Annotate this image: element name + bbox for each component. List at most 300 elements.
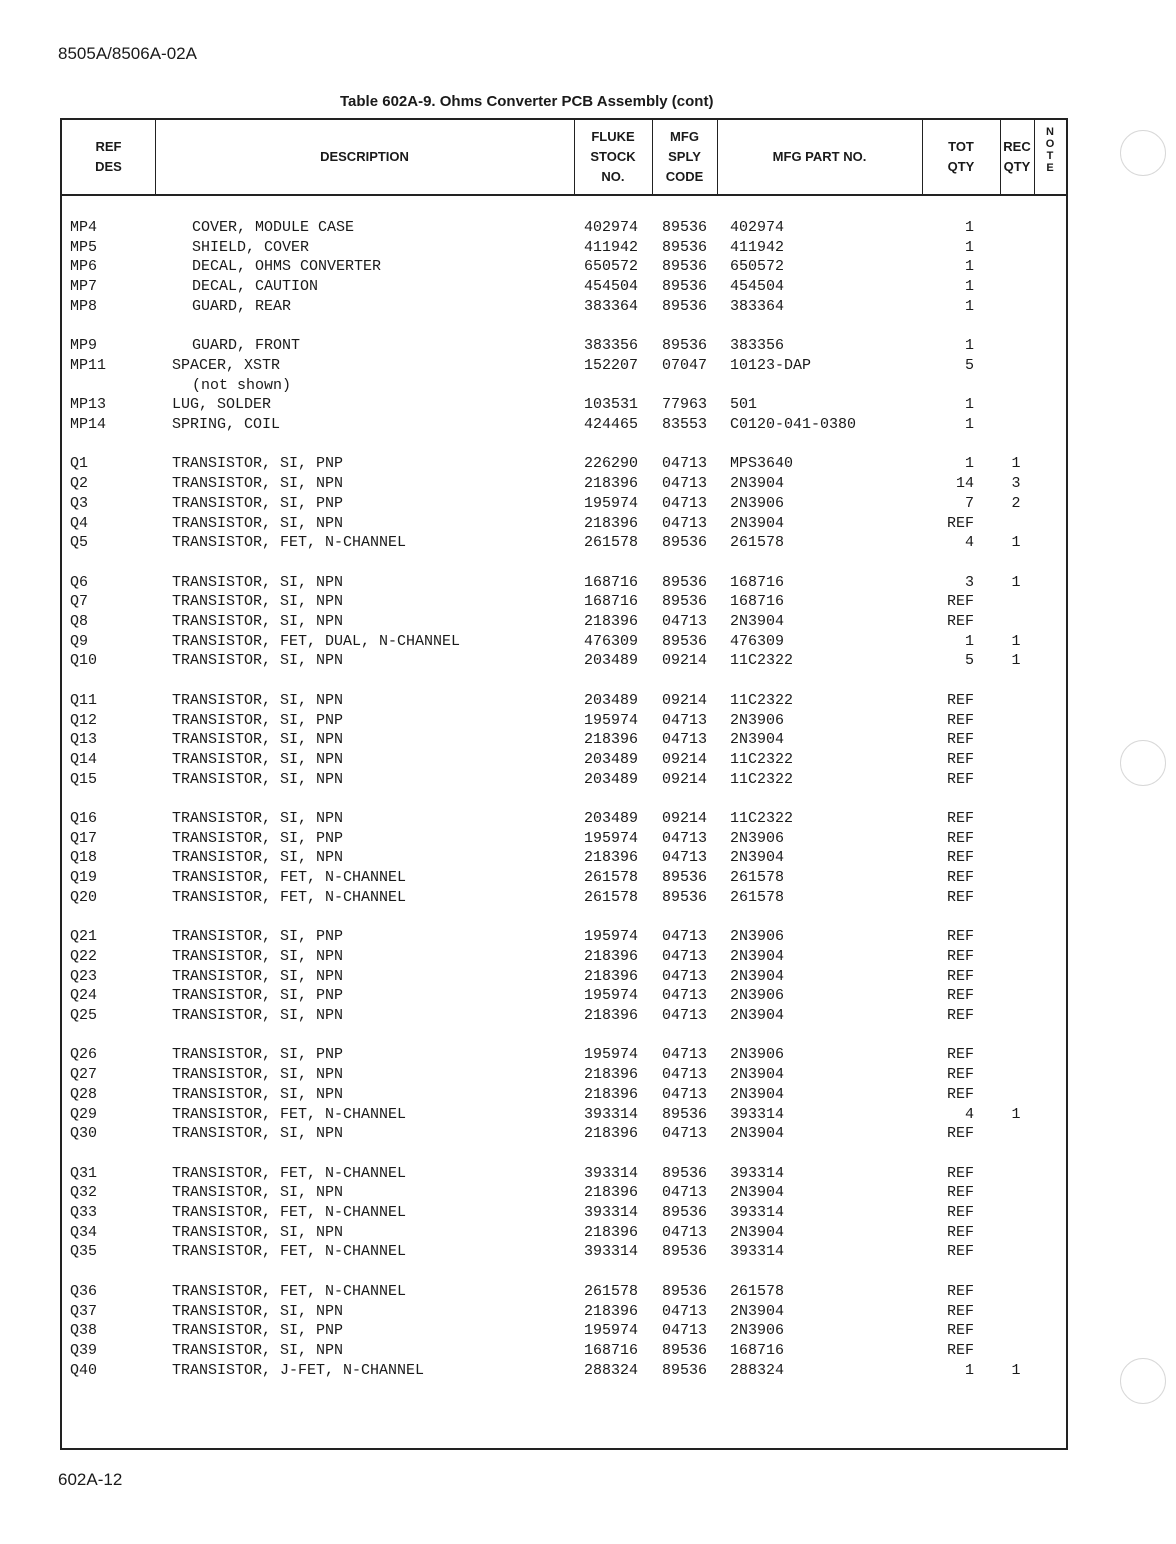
- table-row: [62, 1065, 1066, 1085]
- description-cell: TRANSISTOR, SI, NPN: [172, 750, 344, 768]
- sply-code-cell: 04713: [662, 1184, 708, 1202]
- mfg-part-no-cell: 383364: [730, 297, 785, 315]
- ref-des-cell: MP9: [70, 337, 98, 355]
- sply-code-cell: 04713: [662, 1007, 708, 1024]
- ref-des-cell: Q3: [70, 494, 89, 512]
- mfg-part-no-cell: 168716: [730, 573, 785, 591]
- binder-hole: [1120, 1358, 1166, 1404]
- rec-qty-cell: 1: [1011, 1361, 1021, 1379]
- stock-no-cell: 261578: [584, 534, 639, 552]
- tot-qty-cell: 5: [964, 652, 974, 670]
- mfg-part-no-cell: MPS3640: [730, 455, 794, 473]
- description-cell: TRANSISTOR, FET, N-CHANNEL: [172, 1164, 407, 1182]
- description-cell: DECAL, CAUTION: [192, 278, 319, 296]
- ref-des-cell: Q16: [70, 810, 98, 827]
- description-cell: TRANSISTOR, SI, PNP: [172, 1046, 344, 1064]
- sply-code-cell: 04713: [662, 947, 708, 965]
- description-cell: TRANSISTOR, FET, N-CHANNEL: [172, 1204, 407, 1221]
- table-row: [62, 1085, 1066, 1105]
- stock-no-cell: 203489: [584, 691, 639, 709]
- page-number: 602A-12: [58, 1470, 123, 1489]
- table-row: [62, 1341, 1066, 1361]
- tot-qty-cell: 1: [964, 416, 974, 433]
- sply-code-cell: 89536: [662, 297, 708, 315]
- header-ref-des: REF DES: [95, 139, 122, 174]
- ref-des-cell: MP7: [70, 278, 98, 296]
- description-cell: TRANSISTOR, SI, NPN: [172, 691, 344, 709]
- mfg-part-no-cell: 383356: [730, 337, 785, 355]
- table-row: [62, 1282, 1066, 1302]
- mfg-part-no-cell: 168716: [730, 1341, 785, 1359]
- table-row: [62, 888, 1066, 908]
- ref-des-cell: Q32: [70, 1184, 98, 1202]
- stock-no-cell: 195974: [584, 1046, 639, 1064]
- table-row: [62, 592, 1066, 612]
- sply-code-cell: 89536: [662, 632, 708, 650]
- stock-no-cell: 203489: [584, 810, 639, 827]
- ref-des-cell: Q34: [70, 1223, 98, 1241]
- tot-qty-cell: REF: [946, 987, 974, 1005]
- table-row: [62, 494, 1066, 514]
- stock-no-cell: 218396: [584, 967, 639, 985]
- stock-no-cell: 454504: [584, 278, 639, 296]
- sply-code-cell: 04713: [662, 475, 708, 493]
- description-cell: TRANSISTOR, SI, PNP: [172, 1322, 344, 1340]
- stock-no-cell: 218396: [584, 613, 639, 630]
- stock-no-cell: 218396: [584, 849, 639, 867]
- table-row: [62, 691, 1066, 711]
- ref-des-cell: Q5: [70, 534, 89, 552]
- table-title: Table 602A-9. Ohms Converter PCB Assembly (cont): [340, 93, 714, 110]
- ref-des-cell: Q13: [70, 731, 98, 749]
- mfg-part-no-cell: 393314: [730, 1164, 785, 1182]
- tot-qty-cell: REF: [946, 888, 974, 906]
- tot-qty-cell: 1: [964, 337, 974, 355]
- table-row: [62, 238, 1066, 258]
- description-cell: DECAL, OHMS CONVERTER: [192, 258, 382, 276]
- header-divider: [1034, 120, 1035, 196]
- stock-no-cell: 168716: [584, 593, 639, 611]
- sply-code-cell: 09214: [662, 750, 708, 768]
- ref-des-cell: Q4: [70, 514, 89, 532]
- stock-no-cell: 393314: [584, 1204, 639, 1221]
- header-rec-qty: REC QTY: [1003, 139, 1031, 174]
- table-row: [62, 1242, 1066, 1262]
- description-cell: TRANSISTOR, SI, NPN: [172, 810, 344, 827]
- ref-des-cell: Q25: [70, 1007, 98, 1024]
- sply-code-cell: 04713: [662, 967, 708, 985]
- tot-qty-cell: 5: [964, 356, 974, 374]
- tot-qty-cell: REF: [946, 829, 974, 847]
- table-row: [62, 1164, 1066, 1184]
- stock-no-cell: 424465: [584, 416, 639, 433]
- sply-code-cell: 09214: [662, 770, 708, 788]
- stock-no-cell: 226290: [584, 455, 639, 473]
- ref-des-cell: MP13: [70, 396, 107, 414]
- sply-code-cell: 04713: [662, 1066, 708, 1084]
- mfg-part-no-cell: 2N3906: [730, 711, 785, 729]
- description-cell: SHIELD, COVER: [192, 238, 310, 256]
- description-cell: TRANSISTOR, FET, N-CHANNEL: [172, 888, 407, 906]
- mfg-part-no-cell: 11C2322: [730, 770, 794, 788]
- ref-des-cell: Q20: [70, 888, 98, 906]
- sply-code-cell: 89536: [662, 1341, 708, 1359]
- mfg-part-no-cell: 2N3904: [730, 475, 785, 493]
- tot-qty-cell: REF: [946, 1085, 974, 1103]
- sply-code-cell: 89536: [662, 278, 708, 296]
- tot-qty-cell: REF: [946, 967, 974, 985]
- tot-qty-cell: 1: [964, 278, 974, 296]
- mfg-part-no-cell: 2N3904: [730, 514, 785, 532]
- rec-qty-cell: 1: [1011, 455, 1021, 473]
- mfg-part-no-cell: 11C2322: [730, 652, 794, 670]
- description-cell: TRANSISTOR, SI, PNP: [172, 455, 344, 473]
- description-cell: TRANSISTOR, SI, NPN: [172, 1341, 344, 1359]
- table-row: [62, 297, 1066, 317]
- stock-no-cell: 402974: [584, 219, 639, 236]
- tot-qty-cell: 1: [964, 258, 974, 276]
- sply-code-cell: 89536: [662, 337, 708, 355]
- binder-hole: [1120, 130, 1166, 176]
- ref-des-cell: Q30: [70, 1125, 98, 1143]
- tot-qty-cell: REF: [946, 1125, 974, 1143]
- tot-qty-cell: REF: [946, 928, 974, 946]
- stock-no-cell: 218396: [584, 1223, 639, 1241]
- description-cell: TRANSISTOR, SI, NPN: [172, 1125, 344, 1143]
- ref-des-cell: Q40: [70, 1361, 98, 1379]
- description-cell: TRANSISTOR, SI, PNP: [172, 711, 344, 729]
- sply-code-cell: 04713: [662, 829, 708, 847]
- stock-no-cell: 261578: [584, 888, 639, 906]
- stock-no-cell: 218396: [584, 1302, 639, 1320]
- sply-code-cell: 04713: [662, 455, 708, 473]
- ref-des-cell: Q8: [70, 613, 89, 630]
- sply-code-cell: 04713: [662, 1125, 708, 1143]
- tot-qty-cell: 1: [964, 297, 974, 315]
- tot-qty-cell: 4: [964, 1105, 974, 1123]
- table-row: [62, 809, 1066, 829]
- tot-qty-cell: REF: [946, 1204, 974, 1221]
- sply-code-cell: 04713: [662, 1223, 708, 1241]
- stock-no-cell: 203489: [584, 750, 639, 768]
- mfg-part-no-cell: 2N3904: [730, 1125, 785, 1143]
- ref-des-cell: Q7: [70, 593, 89, 611]
- ref-des-cell: Q21: [70, 928, 98, 946]
- sply-code-cell: 89536: [662, 888, 708, 906]
- mfg-part-no-cell: 393314: [730, 1204, 785, 1221]
- tot-qty-cell: 14: [955, 475, 974, 493]
- table-row: [62, 927, 1066, 947]
- stock-no-cell: 393314: [584, 1243, 639, 1261]
- rec-qty-cell: 1: [1011, 652, 1021, 670]
- ref-des-cell: Q11: [70, 691, 98, 709]
- ref-des-cell: Q29: [70, 1105, 98, 1123]
- table-row: [62, 770, 1066, 790]
- description-cell: TRANSISTOR, SI, NPN: [172, 475, 344, 493]
- sply-code-cell: 04713: [662, 1085, 708, 1103]
- header-fluke-stock-no: FLUKE STOCK NO.: [590, 129, 636, 184]
- tot-qty-cell: 1: [964, 219, 974, 236]
- mfg-part-no-cell: 261578: [730, 1282, 785, 1300]
- rec-qty-cell: 1: [1011, 534, 1021, 552]
- table-row: [62, 1006, 1066, 1026]
- stock-no-cell: 195974: [584, 928, 639, 946]
- mfg-part-no-cell: 11C2322: [730, 810, 794, 827]
- tot-qty-cell: REF: [946, 1007, 974, 1024]
- mfg-part-no-cell: 411942: [730, 238, 785, 256]
- mfg-part-no-cell: 261578: [730, 534, 785, 552]
- sply-code-cell: 04713: [662, 1046, 708, 1064]
- sply-code-cell: 04713: [662, 613, 708, 630]
- table-row: [62, 376, 1066, 396]
- ref-des-cell: MP4: [70, 219, 98, 236]
- ref-des-cell: Q14: [70, 750, 98, 768]
- tot-qty-cell: REF: [946, 1046, 974, 1064]
- table-row: [62, 711, 1066, 731]
- mfg-part-no-cell: 288324: [730, 1361, 785, 1379]
- description-cell: TRANSISTOR, SI, NPN: [172, 1066, 344, 1084]
- ref-des-cell: Q10: [70, 652, 98, 670]
- stock-no-cell: 261578: [584, 1282, 639, 1300]
- mfg-part-no-cell: C0120-041-0380: [730, 416, 857, 433]
- mfg-part-no-cell: 454504: [730, 278, 785, 296]
- table-row: [62, 474, 1066, 494]
- stock-no-cell: 218396: [584, 1066, 639, 1084]
- mfg-part-no-cell: 261578: [730, 869, 785, 887]
- table-row: [62, 1124, 1066, 1144]
- document-id: 8505A/8506A-02A: [58, 44, 197, 63]
- description-cell: TRANSISTOR, SI, NPN: [172, 947, 344, 965]
- description-cell: GUARD, REAR: [192, 297, 292, 315]
- table-row: [62, 336, 1066, 356]
- stock-no-cell: 383364: [584, 297, 639, 315]
- ref-des-cell: Q27: [70, 1066, 98, 1084]
- table-row: [62, 1302, 1066, 1322]
- tot-qty-cell: 1: [964, 455, 974, 473]
- mfg-part-no-cell: 2N3906: [730, 987, 785, 1005]
- stock-no-cell: 218396: [584, 947, 639, 965]
- table-row: [62, 257, 1066, 277]
- stock-no-cell: 168716: [584, 1341, 639, 1359]
- mfg-part-no-cell: 650572: [730, 258, 785, 276]
- ref-des-cell: Q18: [70, 849, 98, 867]
- tot-qty-cell: REF: [946, 613, 974, 630]
- table-row: [62, 612, 1066, 632]
- stock-no-cell: 411942: [584, 238, 639, 256]
- table-row: [62, 1105, 1066, 1125]
- table-row: [62, 1183, 1066, 1203]
- mfg-part-no-cell: 11C2322: [730, 750, 794, 768]
- ref-des-cell: Q31: [70, 1164, 98, 1182]
- mfg-part-no-cell: 261578: [730, 888, 785, 906]
- description-cell: TRANSISTOR, SI, NPN: [172, 573, 344, 591]
- ref-des-cell: Q35: [70, 1243, 98, 1261]
- tot-qty-cell: REF: [946, 869, 974, 887]
- stock-no-cell: 393314: [584, 1164, 639, 1182]
- mfg-part-no-cell: 2N3906: [730, 829, 785, 847]
- stock-no-cell: 195974: [584, 1322, 639, 1340]
- table-row: [62, 651, 1066, 671]
- mfg-part-no-cell: 2N3906: [730, 1322, 785, 1340]
- ref-des-cell: Q37: [70, 1302, 98, 1320]
- mfg-part-no-cell: 2N3906: [730, 1046, 785, 1064]
- description-cell: (not shown): [192, 376, 292, 394]
- rec-qty-cell: 1: [1011, 573, 1021, 591]
- table-row: [62, 986, 1066, 1006]
- table-row: [62, 632, 1066, 652]
- table-row: [62, 730, 1066, 750]
- rec-qty-cell: 2: [1011, 494, 1021, 512]
- header-note: N O T E: [1045, 126, 1055, 174]
- stock-no-cell: 152207: [584, 356, 639, 374]
- sply-code-cell: 04713: [662, 494, 708, 512]
- mfg-part-no-cell: 2N3904: [730, 1007, 785, 1024]
- description-cell: TRANSISTOR, SI, NPN: [172, 849, 344, 867]
- tot-qty-cell: REF: [946, 1302, 974, 1320]
- sply-code-cell: 09214: [662, 652, 708, 670]
- stock-no-cell: 195974: [584, 987, 639, 1005]
- sply-code-cell: 04713: [662, 1322, 708, 1340]
- ref-des-cell: Q6: [70, 573, 89, 591]
- mfg-part-no-cell: 2N3904: [730, 1066, 785, 1084]
- binder-hole: [1120, 740, 1166, 786]
- tot-qty-cell: REF: [946, 947, 974, 965]
- table-row: [62, 1361, 1066, 1381]
- sply-code-cell: 07047: [662, 356, 708, 374]
- tot-qty-cell: REF: [946, 1223, 974, 1241]
- table-row: [62, 1045, 1066, 1065]
- mfg-part-no-cell: 11C2322: [730, 691, 794, 709]
- sply-code-cell: 89536: [662, 1361, 708, 1379]
- description-cell: TRANSISTOR, SI, NPN: [172, 593, 344, 611]
- sply-code-cell: 89536: [662, 593, 708, 611]
- mfg-part-no-cell: 2N3904: [730, 731, 785, 749]
- stock-no-cell: 195974: [584, 494, 639, 512]
- description-cell: SPRING, COIL: [172, 416, 281, 433]
- tot-qty-cell: 7: [964, 494, 974, 512]
- description-cell: TRANSISTOR, FET, N-CHANNEL: [172, 534, 407, 552]
- ref-des-cell: Q23: [70, 967, 98, 985]
- stock-no-cell: 203489: [584, 652, 639, 670]
- tot-qty-cell: 1: [964, 1361, 974, 1379]
- tot-qty-cell: REF: [946, 1322, 974, 1340]
- ref-des-cell: Q28: [70, 1085, 98, 1103]
- description-cell: COVER, MODULE CASE: [192, 219, 355, 236]
- tot-qty-cell: REF: [946, 514, 974, 532]
- tot-qty-cell: REF: [946, 691, 974, 709]
- ref-des-cell: MP8: [70, 297, 98, 315]
- description-cell: TRANSISTOR, SI, NPN: [172, 514, 344, 532]
- ref-des-cell: MP5: [70, 238, 98, 256]
- stock-no-cell: 218396: [584, 1125, 639, 1143]
- table-row: [62, 829, 1066, 849]
- mfg-part-no-cell: 2N3904: [730, 947, 785, 965]
- sply-code-cell: 89536: [662, 1204, 708, 1221]
- stock-no-cell: 650572: [584, 258, 639, 276]
- sply-code-cell: 04713: [662, 987, 708, 1005]
- ref-des-cell: Q26: [70, 1046, 98, 1064]
- tot-qty-cell: REF: [946, 1341, 974, 1359]
- stock-no-cell: 218396: [584, 514, 639, 532]
- sply-code-cell: 04713: [662, 731, 708, 749]
- sply-code-cell: 89536: [662, 869, 708, 887]
- sply-code-cell: 89536: [662, 1105, 708, 1123]
- stock-no-cell: 168716: [584, 573, 639, 591]
- sply-code-cell: 89536: [662, 534, 708, 552]
- tot-qty-cell: REF: [946, 731, 974, 749]
- table-row: [62, 573, 1066, 593]
- mfg-part-no-cell: 2N3904: [730, 1085, 785, 1103]
- parts-table: [60, 118, 1068, 1450]
- tot-qty-cell: REF: [946, 750, 974, 768]
- stock-no-cell: 218396: [584, 1085, 639, 1103]
- mfg-part-no-cell: 2N3906: [730, 928, 785, 946]
- mfg-part-no-cell: 393314: [730, 1243, 785, 1261]
- description-cell: TRANSISTOR, FET, N-CHANNEL: [172, 1105, 407, 1123]
- ref-des-cell: Q33: [70, 1204, 98, 1221]
- tot-qty-cell: REF: [946, 1282, 974, 1300]
- stock-no-cell: 203489: [584, 770, 639, 788]
- sply-code-cell: 89536: [662, 1243, 708, 1261]
- tot-qty-cell: REF: [946, 1184, 974, 1202]
- header-mfg-sply-code: MFG SPLY CODE: [665, 129, 704, 184]
- description-cell: TRANSISTOR, J-FET, N-CHANNEL: [172, 1361, 425, 1379]
- stock-no-cell: 261578: [584, 869, 639, 887]
- description-cell: TRANSISTOR, SI, NPN: [172, 731, 344, 749]
- description-cell: TRANSISTOR, SI, NPN: [172, 1302, 344, 1320]
- sply-code-cell: 09214: [662, 810, 708, 827]
- sply-code-cell: 89536: [662, 219, 708, 236]
- ref-des-cell: MP11: [70, 356, 107, 374]
- ref-des-cell: Q1: [70, 455, 89, 473]
- header-bottom-rule: [62, 194, 1066, 196]
- sply-code-cell: 04713: [662, 1302, 708, 1320]
- tot-qty-cell: REF: [946, 593, 974, 611]
- description-cell: TRANSISTOR, FET, N-CHANNEL: [172, 869, 407, 887]
- tot-qty-cell: 1: [964, 238, 974, 256]
- tot-qty-cell: REF: [946, 1243, 974, 1261]
- description-cell: TRANSISTOR, SI, NPN: [172, 1223, 344, 1241]
- tot-qty-cell: REF: [946, 1164, 974, 1182]
- ref-des-cell: Q2: [70, 475, 89, 493]
- table-row: [62, 454, 1066, 474]
- mfg-part-no-cell: 2N3904: [730, 967, 785, 985]
- stock-no-cell: 383356: [584, 337, 639, 355]
- table-row: [62, 1321, 1066, 1341]
- table-row: [62, 218, 1066, 238]
- tot-qty-cell: 1: [964, 632, 974, 650]
- ref-des-cell: Q19: [70, 869, 98, 887]
- stock-no-cell: 218396: [584, 475, 639, 493]
- table-row: [62, 415, 1066, 435]
- table-row: [62, 1203, 1066, 1223]
- tot-qty-cell: REF: [946, 810, 974, 827]
- ref-des-cell: Q9: [70, 632, 89, 650]
- stock-no-cell: 218396: [584, 1184, 639, 1202]
- rec-qty-cell: 1: [1011, 1105, 1021, 1123]
- mfg-part-no-cell: 2N3904: [730, 849, 785, 867]
- ref-des-cell: Q39: [70, 1341, 98, 1359]
- sply-code-cell: 89536: [662, 1164, 708, 1182]
- description-cell: TRANSISTOR, FET, N-CHANNEL: [172, 1243, 407, 1261]
- table-row: [62, 868, 1066, 888]
- stock-no-cell: 476309: [584, 632, 639, 650]
- stock-no-cell: 393314: [584, 1105, 639, 1123]
- stock-no-cell: 288324: [584, 1361, 639, 1379]
- description-cell: LUG, SOLDER: [172, 396, 272, 414]
- mfg-part-no-cell: 2N3904: [730, 1223, 785, 1241]
- table-row: [62, 967, 1066, 987]
